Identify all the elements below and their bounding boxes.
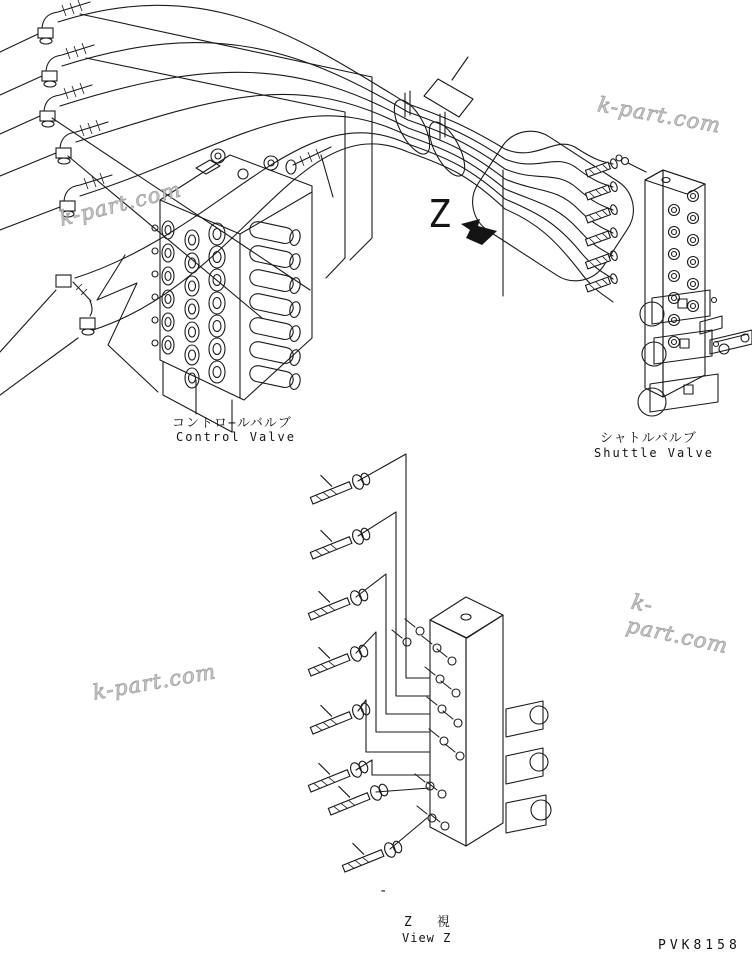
port-column-1 [152, 221, 174, 354]
control-valve-label-en: Control Valve [176, 430, 296, 444]
port-column-2 [185, 230, 199, 388]
leader-lines-left-edge [0, 34, 78, 395]
view-z-block-fittings [392, 619, 464, 830]
hose-clamp-rings [387, 57, 473, 181]
view-z-marker: Z [428, 192, 451, 236]
annotation-dash: - [379, 883, 388, 899]
hose-sleeve [460, 118, 647, 294]
threaded-fitting [286, 147, 333, 197]
left-hose-fittings [0, 0, 112, 395]
watermark-top-right: k-part.com [595, 92, 724, 138]
mount-bracket-stack [638, 290, 752, 416]
view-z-label-jp: Z 視 [404, 915, 456, 930]
hose-elbow-fitting [40, 83, 92, 127]
hose-elbow-fitting [42, 43, 94, 87]
view-z-block [430, 597, 503, 846]
spool-cylinders [248, 220, 301, 390]
control-valve-drawing [152, 147, 333, 432]
view-z-hose-fittings [302, 459, 404, 876]
hose-elbow-fitting [56, 120, 108, 164]
hose-bundle [58, 5, 613, 330]
watermark-left-lower: k-part.com [90, 659, 219, 705]
control-valve-label-jp: コントロ−ルバルブ [172, 416, 292, 431]
clamp-tag [424, 57, 473, 117]
view-z-side-boxes [506, 701, 551, 833]
hose-elbow-fitting [38, 0, 90, 44]
shuttle-port-column-left [669, 205, 680, 348]
shuttle-valve-label-en: Shuttle Valve [594, 446, 714, 460]
view-z-label-en: View Z [402, 931, 452, 945]
drawing-number: PVK8158 [658, 938, 741, 953]
watermark-right-middle: k-part.com [624, 589, 731, 659]
hose-elbow-fitting [60, 173, 112, 217]
view-z-drawing [302, 454, 551, 876]
shuttle-valve-label-jp: シャトルバルブ [600, 431, 697, 446]
shuttle-valve-drawing [585, 155, 752, 416]
hose-elbow-fitting [56, 275, 95, 335]
watermark-left-upper: k-part.com [56, 177, 184, 231]
bleed-pin [616, 155, 646, 172]
view-z-leader-lines [356, 454, 429, 849]
